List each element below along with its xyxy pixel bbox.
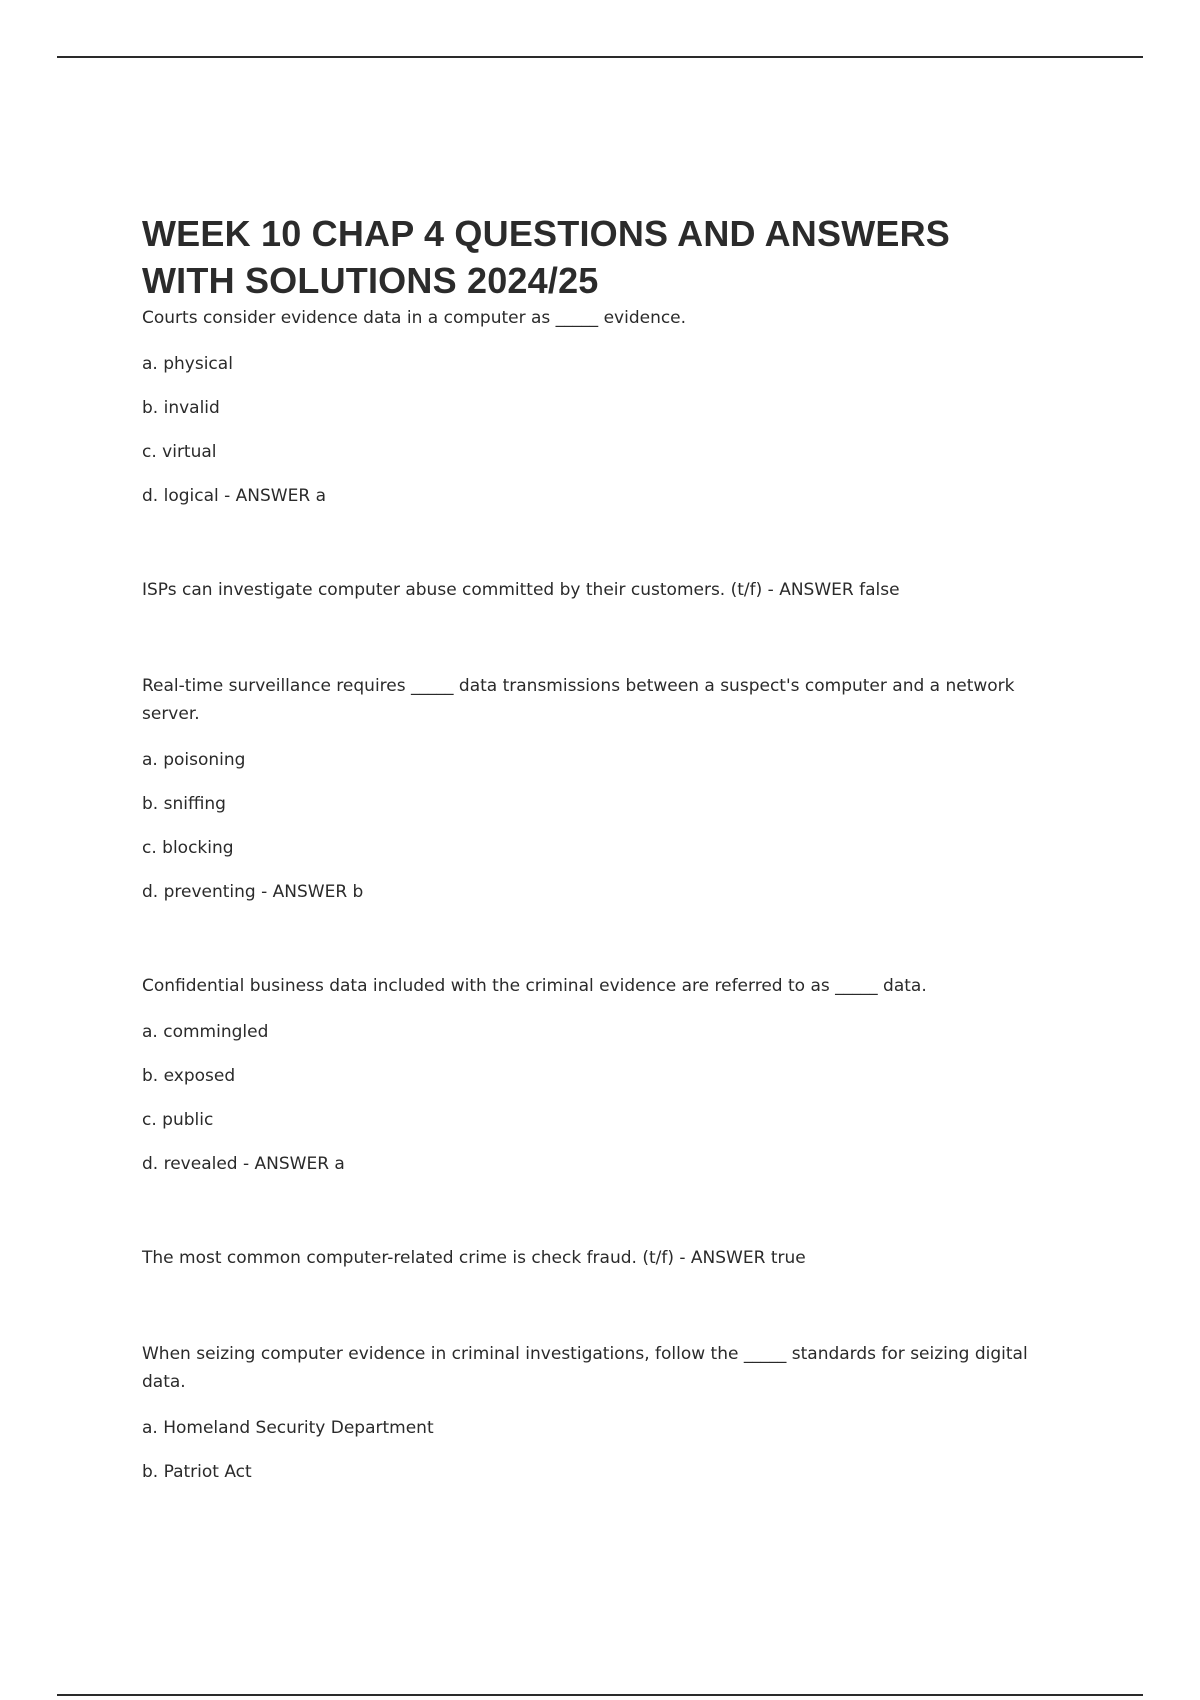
title-line-1: WEEK 10 CHAP 4 QUESTIONS AND ANSWERS <box>142 213 950 254</box>
answer-option: d. revealed - ANSWER a <box>142 1154 345 1174</box>
answer-option: b. exposed <box>142 1066 236 1086</box>
answer-option: a. Homeland Security Department <box>142 1418 434 1438</box>
answer-option: a. poisoning <box>142 750 246 770</box>
title-line-2: WITH SOLUTIONS 2024/25 <box>142 260 599 301</box>
question-text: Courts consider evidence data in a computer as _____ evidence. <box>142 308 687 328</box>
question-block <box>142 304 1062 508</box>
footer-rule <box>57 1694 1143 1696</box>
answer-option: b. sniffing <box>142 794 226 814</box>
answer-option: a. commingled <box>142 1022 269 1042</box>
answer-option: c. blocking <box>142 838 234 858</box>
answer-option: b. invalid <box>142 398 220 418</box>
answer-option: b. Patriot Act <box>142 1462 252 1482</box>
question-text: The most common computer-related crime is check fraud. (t/f) - ANSWER true <box>142 1248 806 1268</box>
question-text: ISPs can investigate computer abuse committed by their customers. (t/f) - ANSWER false <box>142 580 900 600</box>
answer-option: d. logical - ANSWER a <box>142 486 326 506</box>
question-text: When seizing computer evidence in criminal investigations, follow the _____ standards for seizing digital data. <box>142 1344 1028 1392</box>
answer-option: d. preventing - ANSWER b <box>142 882 364 902</box>
answer-option: c. virtual <box>142 442 217 462</box>
question-block <box>142 1244 1062 1272</box>
answer-option: a. physical <box>142 354 233 374</box>
question-block <box>142 1340 1062 1484</box>
document-body <box>142 210 1062 1484</box>
header-rule <box>57 56 1143 58</box>
question-block <box>142 576 1062 604</box>
question-block <box>142 672 1062 904</box>
document-title <box>142 210 1062 304</box>
question-text: Confidential business data included with the criminal evidence are referred to as _____ data. <box>142 976 927 996</box>
question-block <box>142 972 1062 1176</box>
answer-option: c. public <box>142 1110 214 1130</box>
question-list <box>142 304 1062 1484</box>
question-text: Real-time surveillance requires _____ data transmissions between a suspect's computer and a network server. <box>142 676 1015 724</box>
